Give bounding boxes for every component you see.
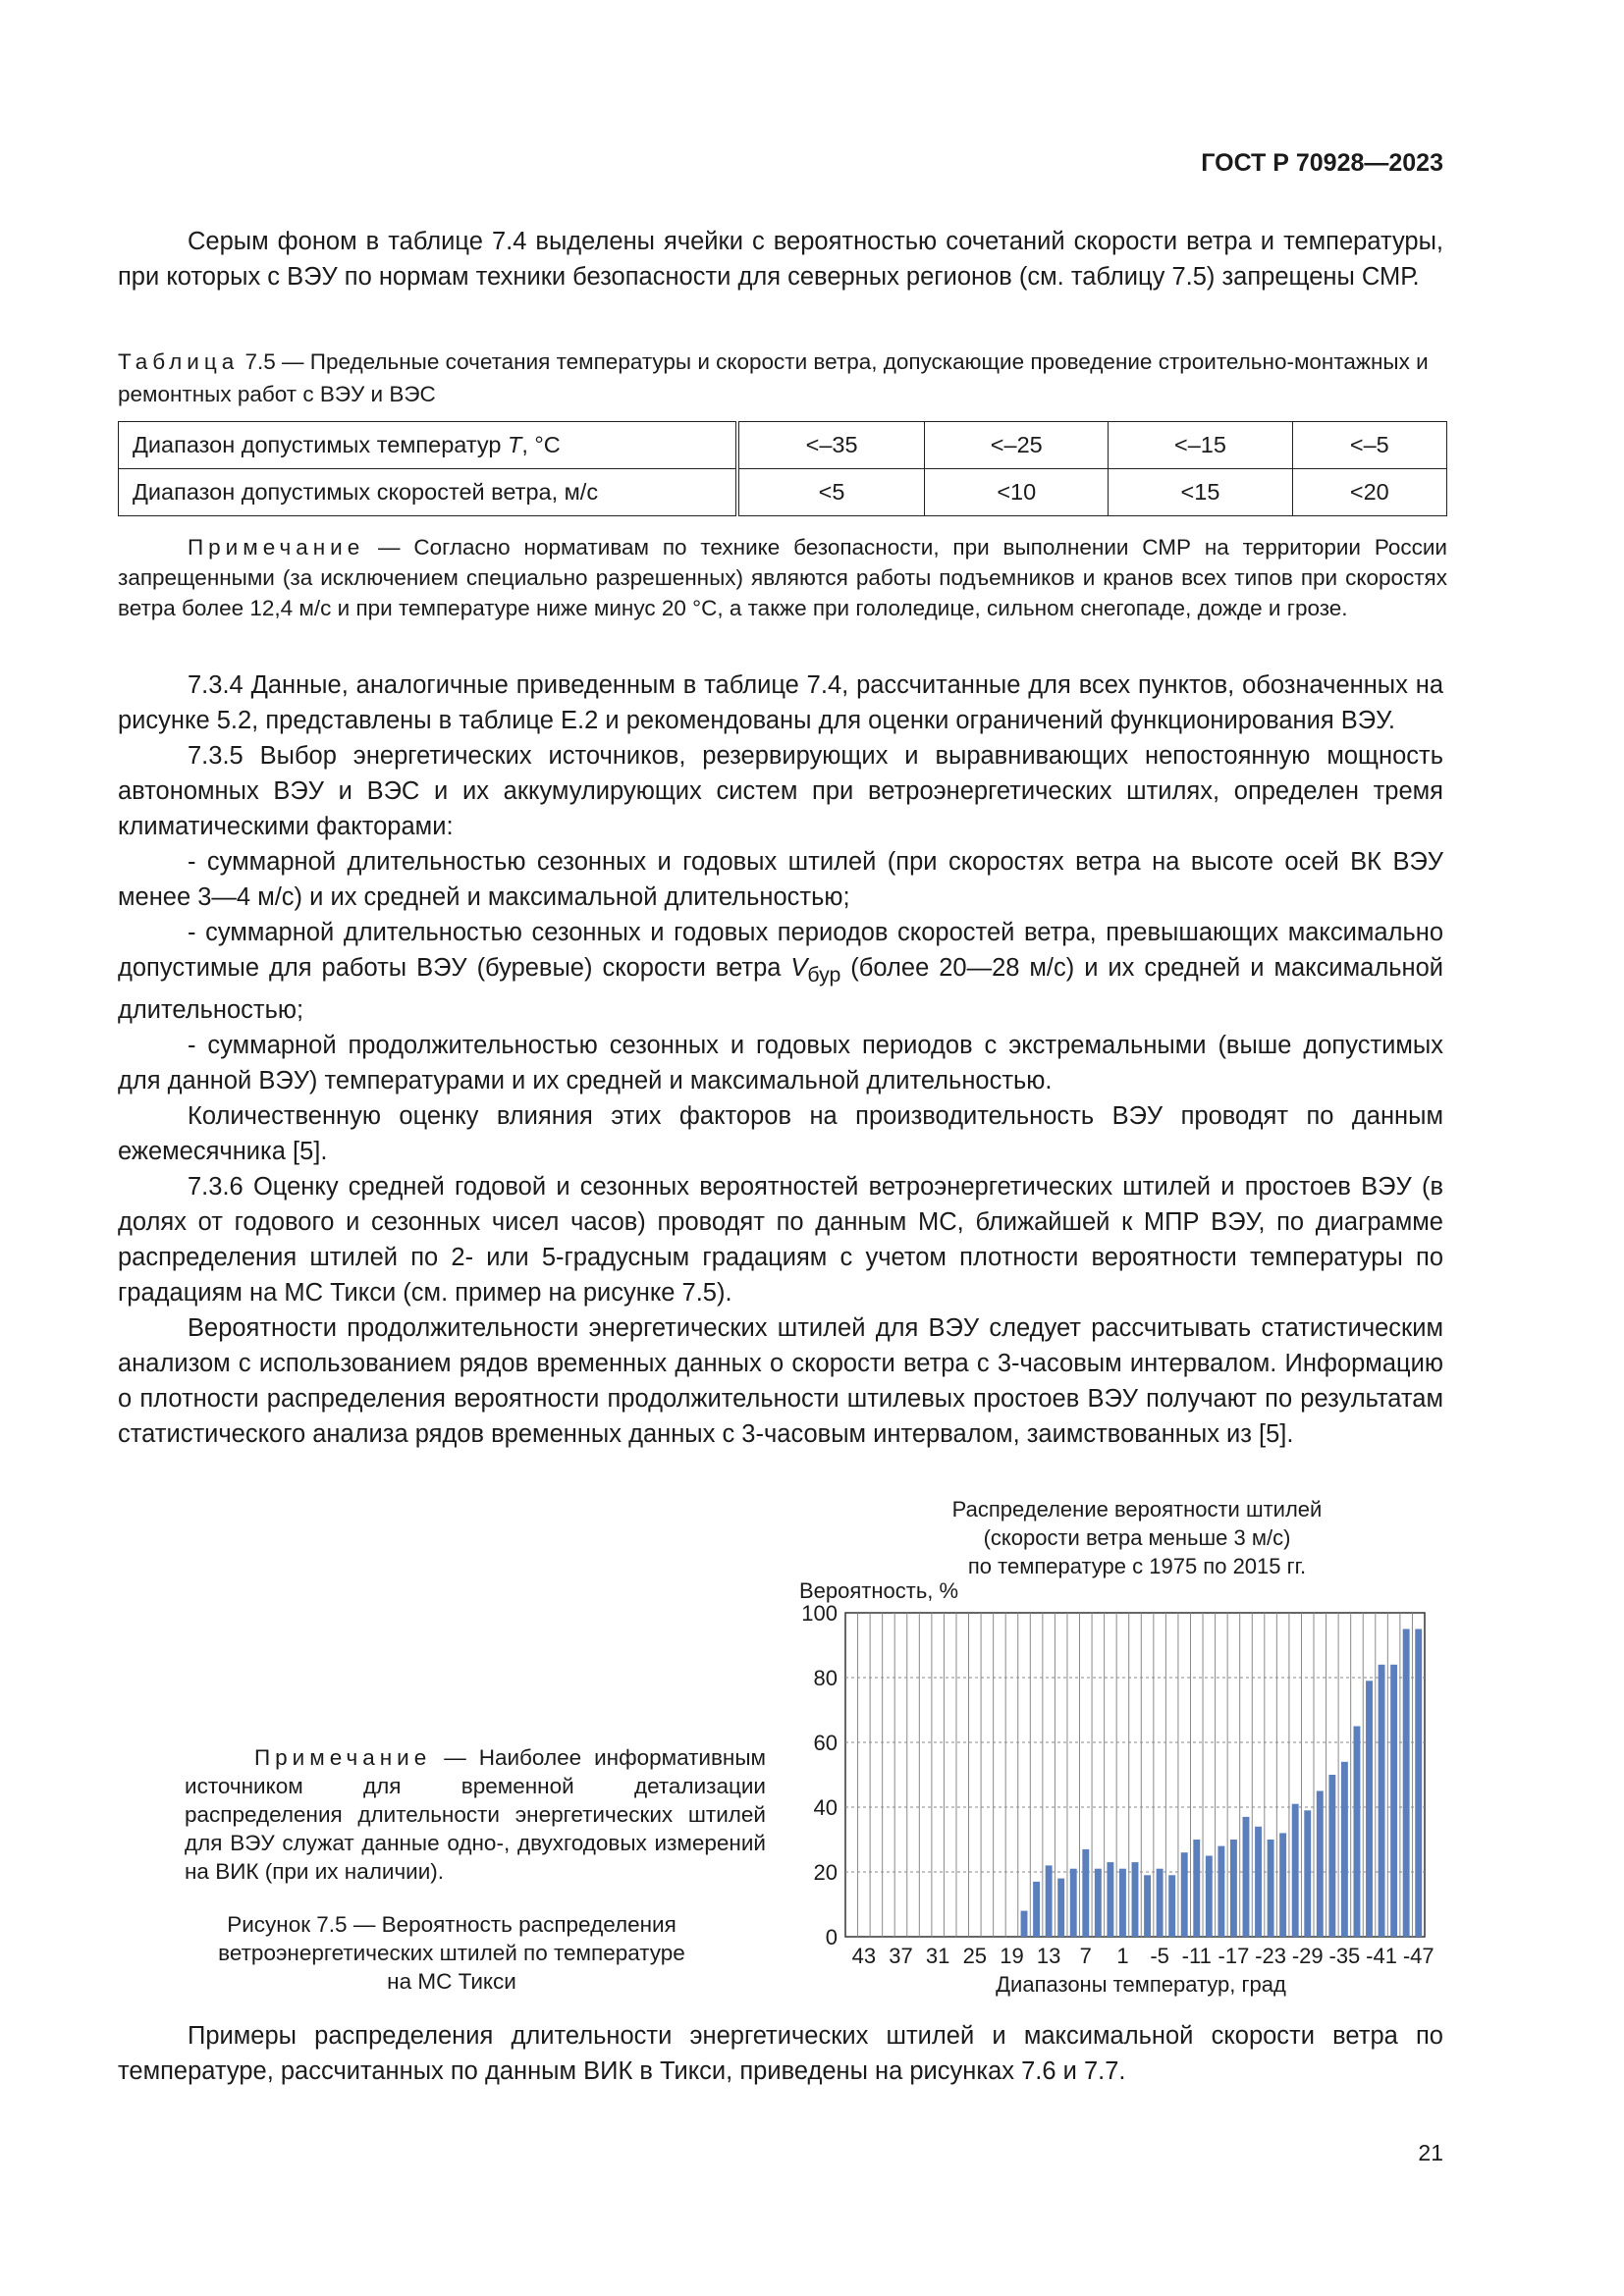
velocity-symbol: V — [790, 954, 808, 982]
note-word: Примечание — [254, 1745, 432, 1770]
y-tick-label: 0 — [825, 1925, 838, 1949]
y-axis-label: Вероятность, % — [799, 1578, 959, 1603]
bar — [1070, 1869, 1077, 1937]
y-tick-label: 60 — [813, 1731, 838, 1755]
bar — [1341, 1762, 1348, 1937]
quantitative-paragraph: Количественную оценку влияния этих факторов на производительность ВЭУ проводят по данным ежемесячника [5]. — [118, 1102, 1443, 1166]
y-tick-label: 40 — [813, 1795, 838, 1820]
bar — [1193, 1840, 1200, 1937]
bar — [1057, 1879, 1064, 1937]
bar — [1218, 1846, 1224, 1937]
intro-text: Серым фоном в таблице 7.4 выделены ячейки с вероятностью сочетаний скорости ветра и температуры, при которых с ВЭУ по нормам техники безопасности для северных регионов (см. таблицу 7.5) запрещены СМР. — [118, 228, 1443, 291]
table-cell: <10 — [925, 469, 1109, 516]
x-tick-label: -5 — [1150, 1944, 1169, 1968]
x-tick-label: 7 — [1079, 1944, 1092, 1968]
bar — [1132, 1862, 1139, 1937]
table-row — [119, 469, 1447, 516]
x-tick-label: 31 — [925, 1944, 950, 1968]
document-id: ГОСТ Р 70928—2023 — [1201, 149, 1443, 177]
x-tick-label: -29 — [1291, 1944, 1324, 1968]
bar — [1033, 1882, 1040, 1937]
figure-note — [185, 1743, 766, 1886]
bar — [1328, 1775, 1335, 1937]
x-tick-label: -23 — [1255, 1944, 1286, 1968]
table-caption-word: Таблица — [118, 349, 240, 374]
section-7-3-4: 7.3.4 Данные, аналогичные приведенным в таблице 7.4, рассчитанные для всех пунктов, обозначенных на рисунке 5.2, представлены в таблице Е.2 и рекомендованы для оценки ограничений функционирования ВЭУ. — [118, 671, 1443, 734]
table-cell: <–15 — [1109, 422, 1292, 469]
table-cell: <20 — [1292, 469, 1446, 516]
bar — [1403, 1629, 1410, 1938]
table-caption — [118, 346, 1443, 410]
figure-caption-line: Рисунок 7.5 — Вероятность распределения — [227, 1912, 677, 1937]
probability-paragraph: Вероятности продолжительности энергетических штилей для ВЭУ следует рассчитывать статистическим анализом с использованием рядов временных данных о скорости ветра с 3-часовым интервалом. Информацию о плотности распределения вероятности продолжительности штилевых простоев ВЭУ получают по результатам статистического анализа рядов временных данных с 3-часовым интервалом, заимствованных из [5]. — [118, 1314, 1443, 1449]
bar — [1279, 1833, 1286, 1937]
bar — [1168, 1875, 1175, 1937]
intro-paragraph — [118, 224, 1443, 294]
bar — [1021, 1911, 1028, 1937]
bar — [1119, 1869, 1126, 1937]
x-tick-label: 25 — [962, 1944, 988, 1968]
table-cell: <5 — [737, 469, 925, 516]
x-tick-label: 1 — [1116, 1944, 1129, 1968]
final-paragraph — [118, 2018, 1443, 2089]
x-tick-label: -17 — [1218, 1944, 1250, 1968]
x-axis-label: Диапазоны температур, град — [996, 1972, 1286, 1997]
row-header-wind: Диапазон допустимых скоростей ветра, м/с — [119, 469, 738, 516]
x-tick-label: -47 — [1402, 1944, 1435, 1968]
bullet-2 — [118, 915, 1443, 1028]
bar — [1379, 1665, 1385, 1937]
x-tick-label: 43 — [851, 1944, 877, 1968]
bar — [1157, 1869, 1164, 1937]
chart-title-line: Распределение вероятности штилей — [951, 1497, 1323, 1522]
bullet-1: - суммарной длительностью сезонных и годовых штилей (при скоростях ветра на высоте осей ВК ВЭУ менее 3—4 м/с) и их средней и максимальной длительностью; — [118, 848, 1443, 911]
y-tick-label: 100 — [801, 1601, 838, 1626]
bullet-2-text-end: (более 20—28 м/с) и их средней и максимальной длительностью; — [118, 954, 1443, 1025]
note-text: — Согласно нормативам по технике безопасности, при выполнении СМР на территории России запрещенными (за исключением специально разрешенных) являются работы подъемников и кранов всех типов при скоростях ветра более 12,4 м/с и при температуре ниже минус 20 °С, а также при гололедице, сильном снегопаде, дожде и грозе. — [118, 535, 1447, 620]
figure-caption-line: на МС Тикси — [387, 1969, 516, 1994]
note-text: — Наиболее информативным источником для временной детализации распределения длительности энергетических штилей для ВЭУ служат данные одно-, двухгодовых измерений на ВИК (при их наличии). — [185, 1745, 766, 1884]
section-7-3-6: 7.3.6 Оценку средней годовой и сезонных вероятностей ветроэнергетических штилей и простоев ВЭУ (в долях от годового и сезонных чисел часов) проводят по данным МС, ближайшей к МПР ВЭУ, по диаграмме распределения штилей по 2- или 5-градусным градациям с учетом плотности вероятности температуры по градациям на МС Тикси (см. пример на рисунке 7.5). — [118, 1173, 1443, 1308]
bar — [1366, 1681, 1373, 1937]
section-7-3-5: 7.3.5 Выбор энергетических источников, резервирующих и выравнивающих непостоянную мощность автономных ВЭУ и ВЭС и их аккумулирующих систем при ветроэнергетических штилях, определен тремя климатическими факторами: — [118, 742, 1443, 840]
bar — [1144, 1875, 1151, 1937]
x-tick-label: -11 — [1181, 1944, 1212, 1968]
bar — [1046, 1865, 1053, 1937]
bar — [1304, 1810, 1311, 1937]
bar — [1206, 1856, 1213, 1938]
chart-title-line: по температуре с 1975 по 2015 гг. — [967, 1554, 1307, 1578]
bar — [1243, 1817, 1250, 1937]
chart-title-line: (скорости ветра меньше 3 м/с) — [983, 1525, 1291, 1550]
velocity-subscript: бур — [807, 963, 841, 988]
bar — [1354, 1727, 1361, 1938]
table-cell: <–35 — [737, 422, 925, 469]
bar — [1107, 1862, 1113, 1937]
label-part: T — [507, 432, 522, 457]
main-text — [118, 667, 1443, 1452]
x-tick-label: 19 — [1000, 1944, 1024, 1968]
bar — [1390, 1665, 1397, 1937]
note-word: Примечание — [188, 535, 365, 560]
row-header-temperature — [119, 422, 738, 469]
label-part: Диапазон допустимых температур — [133, 432, 508, 457]
limits-table — [118, 421, 1447, 516]
x-tick-label: 13 — [1036, 1944, 1061, 1968]
bar — [1095, 1869, 1102, 1937]
bar — [1230, 1840, 1237, 1937]
y-tick-label: 20 — [813, 1860, 838, 1885]
table-cell: <–25 — [925, 422, 1109, 469]
bullet-3: - суммарной продолжительностью сезонных и годовых периодов с экстремальными (выше допустимых для данной ВЭУ) температурами и их средней и максимальной длительностью. — [118, 1032, 1443, 1095]
x-tick-label: -35 — [1328, 1944, 1361, 1968]
page-number: 21 — [1418, 2140, 1443, 2165]
x-tick-label: -41 — [1366, 1944, 1397, 1968]
label-part: , °С — [521, 432, 561, 457]
bar — [1181, 1852, 1188, 1937]
bar — [1292, 1804, 1299, 1937]
x-tick-label: 37 — [889, 1944, 913, 1968]
table-caption-text: 7.5 — Предельные сочетания температуры и скорости ветра, допускающие проведение строительно-монтажных и ремонтных работ с ВЭУ и ВЭС — [118, 349, 1429, 406]
bar — [1082, 1849, 1089, 1937]
bar — [1255, 1827, 1262, 1937]
table-cell: <15 — [1109, 469, 1292, 516]
table-row — [119, 422, 1447, 469]
bar — [1317, 1791, 1324, 1938]
bar — [1268, 1840, 1274, 1937]
calm-probability-chart — [785, 1487, 1463, 1997]
figure-caption-line: ветроэнергетических штилей по температуре — [218, 1941, 685, 1965]
bullet-2-text: - суммарной длительностью сезонных и годовых периодов скоростей ветра, превышающих максимально допустимые для работы ВЭУ (буревые) скорости ветра — [118, 919, 1443, 982]
final-text: Примеры распределения длительности энергетических штилей и максимальной скорости ветра по температуре, рассчитанных по данным ВИК в Тикси, приведены на рисунках 7.6 и 7.7. — [118, 2022, 1443, 2085]
table-cell: <–5 — [1292, 422, 1446, 469]
table-note — [118, 532, 1447, 623]
y-tick-label: 80 — [813, 1666, 838, 1690]
bar — [1415, 1629, 1422, 1938]
figure-caption — [167, 1910, 736, 1996]
